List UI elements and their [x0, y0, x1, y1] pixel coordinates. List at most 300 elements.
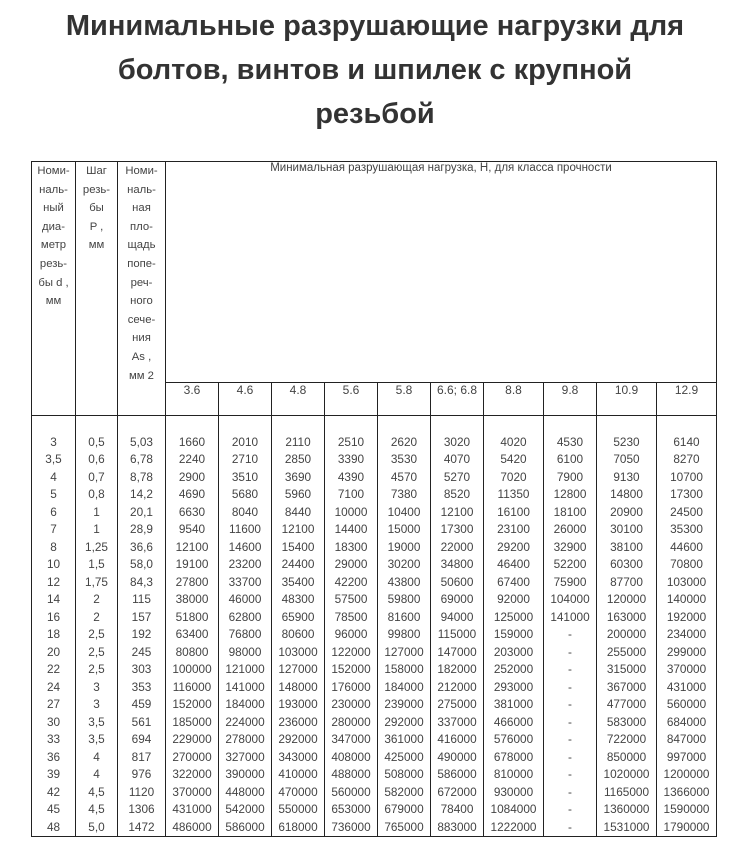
table-cell: 0,7 — [76, 469, 118, 487]
table-cell: 1222000 — [484, 819, 544, 837]
table-cell: 52200 — [544, 556, 597, 574]
table-cell: 694 — [118, 731, 166, 749]
table-cell: 38100 — [597, 539, 657, 557]
table-cell: 192000 — [657, 609, 717, 627]
table-cell: 20900 — [597, 504, 657, 522]
table-cell: - — [544, 679, 597, 697]
table-cell: 46000 — [219, 591, 272, 609]
table-cell: 11350 — [484, 486, 544, 504]
table-cell: 140000 — [657, 591, 717, 609]
table-cell: 4020 — [484, 434, 544, 452]
table-cell: 45 — [32, 801, 76, 819]
table-cell: 100000 — [166, 661, 219, 679]
table-cell: 193000 — [272, 696, 325, 714]
table-cell: 5,0 — [76, 819, 118, 837]
table-cell: 10400 — [378, 504, 431, 522]
table-cell: 46400 — [484, 556, 544, 574]
table-cell: 327000 — [219, 749, 272, 767]
table-cell: 361000 — [378, 731, 431, 749]
table-cell: 163000 — [597, 609, 657, 627]
table-cell: 87700 — [597, 574, 657, 592]
table-cell: 176000 — [325, 679, 378, 697]
table-cell: 42 — [32, 784, 76, 802]
table-cell: 12 — [32, 574, 76, 592]
table-cell: 115 — [118, 591, 166, 609]
table-cell: - — [544, 661, 597, 679]
table-cell: 582000 — [378, 784, 431, 802]
strength-class-header: 5.6 — [325, 383, 378, 416]
table-row — [32, 749, 717, 767]
table-cell: 2850 — [272, 451, 325, 469]
table-cell: 12100 — [431, 504, 484, 522]
table-cell: 586000 — [219, 819, 272, 837]
table-cell: 3530 — [378, 451, 431, 469]
table-cell: 19100 — [166, 556, 219, 574]
table-cell: 14,2 — [118, 486, 166, 504]
table-cell: 69000 — [431, 591, 484, 609]
table-cell: 1200000 — [657, 766, 717, 784]
table-cell: 315000 — [597, 661, 657, 679]
table-cell: 36 — [32, 749, 76, 767]
table-cell: 2240 — [166, 451, 219, 469]
table-cell: 431000 — [166, 801, 219, 819]
table-cell: 425000 — [378, 749, 431, 767]
strength-class-header: 4.6 — [219, 383, 272, 416]
table-cell: 370000 — [166, 784, 219, 802]
table-cell: 2620 — [378, 434, 431, 452]
table-cell: 229000 — [166, 731, 219, 749]
table-cell: 2,5 — [76, 644, 118, 662]
title-line-1: Минимальные разрушающие нагрузки для — [65, 10, 685, 42]
table-row — [32, 451, 717, 469]
table-cell: 127000 — [272, 661, 325, 679]
table-cell: 299000 — [657, 644, 717, 662]
table-cell: 4570 — [378, 469, 431, 487]
table-row — [32, 626, 717, 644]
table-cell: 583000 — [597, 714, 657, 732]
table-cell: 26000 — [544, 521, 597, 539]
table-cell: 488000 — [325, 766, 378, 784]
table-cell: 63400 — [166, 626, 219, 644]
table-cell: 3 — [76, 696, 118, 714]
table-cell: 2510 — [325, 434, 378, 452]
table-row — [32, 714, 717, 732]
table-cell: 576000 — [484, 731, 544, 749]
table-cell: 280000 — [325, 714, 378, 732]
table-cell: 353 — [118, 679, 166, 697]
table-cell: 561 — [118, 714, 166, 732]
table-cell: 2900 — [166, 469, 219, 487]
table-cell: 1,5 — [76, 556, 118, 574]
table-cell: 80800 — [166, 644, 219, 662]
table-row — [32, 434, 717, 452]
table-cell: 684000 — [657, 714, 717, 732]
table-cell: 2110 — [272, 434, 325, 452]
table-cell: 678000 — [484, 749, 544, 767]
table-cell: 115000 — [431, 626, 484, 644]
table-cell: 39 — [32, 766, 76, 784]
table-cell: 44600 — [657, 539, 717, 557]
table-cell: 1084000 — [484, 801, 544, 819]
table-cell: 560000 — [325, 784, 378, 802]
table-cell: 1165000 — [597, 784, 657, 802]
table-cell: 4 — [76, 766, 118, 784]
table-row — [32, 784, 717, 802]
table-cell: 560000 — [657, 696, 717, 714]
table-cell: 618000 — [272, 819, 325, 837]
table-cell: 70800 — [657, 556, 717, 574]
table-cell: - — [544, 801, 597, 819]
table-cell: 7020 — [484, 469, 544, 487]
table-cell: 8,78 — [118, 469, 166, 487]
table-cell: - — [544, 784, 597, 802]
table-cell: - — [544, 749, 597, 767]
table-cell: 5 — [32, 486, 76, 504]
table-cell: 29000 — [325, 556, 378, 574]
table-cell: 0,6 — [76, 451, 118, 469]
table-cell: 236000 — [272, 714, 325, 732]
table-cell: 23200 — [219, 556, 272, 574]
table-cell: 303 — [118, 661, 166, 679]
table-cell: 293000 — [484, 679, 544, 697]
table-cell: 322000 — [166, 766, 219, 784]
table-cell: 27 — [32, 696, 76, 714]
table-cell: 17300 — [431, 521, 484, 539]
table-cell: 4,5 — [76, 801, 118, 819]
table-cell: 182000 — [431, 661, 484, 679]
table-cell: 408000 — [325, 749, 378, 767]
table-cell: 65900 — [272, 609, 325, 627]
table-cell: 4 — [32, 469, 76, 487]
table-cell: 116000 — [166, 679, 219, 697]
table-row — [32, 521, 717, 539]
table-cell: 42200 — [325, 574, 378, 592]
table-cell: 930000 — [484, 784, 544, 802]
table-cell: 22000 — [431, 539, 484, 557]
table-cell: 57500 — [325, 591, 378, 609]
table-cell: 2,5 — [76, 661, 118, 679]
table-cell: 50600 — [431, 574, 484, 592]
table-cell: 410000 — [272, 766, 325, 784]
table-cell: 1,25 — [76, 539, 118, 557]
table-row — [32, 731, 717, 749]
table-cell: 252000 — [484, 661, 544, 679]
table-cell: 185000 — [166, 714, 219, 732]
table-cell: 51800 — [166, 609, 219, 627]
table-cell: 75900 — [544, 574, 597, 592]
table-cell: 7050 — [597, 451, 657, 469]
table-row — [32, 766, 717, 784]
table-cell: 722000 — [597, 731, 657, 749]
table-cell: 679000 — [378, 801, 431, 819]
table-cell: - — [544, 714, 597, 732]
table-cell: 24500 — [657, 504, 717, 522]
table-row — [32, 469, 717, 487]
table-row — [32, 609, 717, 627]
table-cell: 6630 — [166, 504, 219, 522]
table-cell: 1306 — [118, 801, 166, 819]
table-cell: 76800 — [219, 626, 272, 644]
table-cell: 27800 — [166, 574, 219, 592]
table-cell: 67400 — [484, 574, 544, 592]
table-cell: 104000 — [544, 591, 597, 609]
table-cell: 6,78 — [118, 451, 166, 469]
table-cell: 14600 — [219, 539, 272, 557]
table-cell: 184000 — [219, 696, 272, 714]
table-cell: 14 — [32, 591, 76, 609]
table-cell: 12800 — [544, 486, 597, 504]
table-cell: 23100 — [484, 521, 544, 539]
table-cell: 765000 — [378, 819, 431, 837]
table-cell: 30 — [32, 714, 76, 732]
table-cell: 367000 — [597, 679, 657, 697]
table-cell: 275000 — [431, 696, 484, 714]
table-cell: 1531000 — [597, 819, 657, 837]
table-cell: 192 — [118, 626, 166, 644]
strength-class-header: 9.8 — [544, 383, 597, 416]
table-cell: 33700 — [219, 574, 272, 592]
table-cell: 8270 — [657, 451, 717, 469]
strength-class-header: 10.9 — [597, 383, 657, 416]
table-cell: 810000 — [484, 766, 544, 784]
table-cell: 2710 — [219, 451, 272, 469]
table-cell: 8520 — [431, 486, 484, 504]
table-cell: 58,0 — [118, 556, 166, 574]
table-cell: - — [544, 696, 597, 714]
table-cell: 6 — [32, 504, 76, 522]
spacer-row — [32, 416, 717, 434]
table-cell: 12100 — [166, 539, 219, 557]
table-cell: 431000 — [657, 679, 717, 697]
table-row — [32, 591, 717, 609]
table-cell: 5270 — [431, 469, 484, 487]
table-cell: 98000 — [219, 644, 272, 662]
table-cell: 343000 — [272, 749, 325, 767]
table-cell: 470000 — [272, 784, 325, 802]
table-cell: 78500 — [325, 609, 378, 627]
table-cell: 15000 — [378, 521, 431, 539]
strength-class-header: 12.9 — [657, 383, 717, 416]
table-cell: 24400 — [272, 556, 325, 574]
header-area: Номи- наль- ная пло- щадь попе- реч- ного сече- ния As , мм 2 — [118, 162, 166, 416]
table-cell: 141000 — [544, 609, 597, 627]
table-cell: 292000 — [378, 714, 431, 732]
table-cell: 817 — [118, 749, 166, 767]
table-cell: 120000 — [597, 591, 657, 609]
table-cell: 381000 — [484, 696, 544, 714]
table-cell: 448000 — [219, 784, 272, 802]
table-cell: 2,5 — [76, 626, 118, 644]
table-cell: 141000 — [219, 679, 272, 697]
table-cell: 234000 — [657, 626, 717, 644]
table-row — [32, 486, 717, 504]
table-cell: 14400 — [325, 521, 378, 539]
table-cell: 32900 — [544, 539, 597, 557]
table-cell: - — [544, 766, 597, 784]
table-cell: 337000 — [431, 714, 484, 732]
table-cell: 224000 — [219, 714, 272, 732]
table-cell: 18 — [32, 626, 76, 644]
table-cell: 416000 — [431, 731, 484, 749]
table-cell: 22 — [32, 661, 76, 679]
table-cell: 7100 — [325, 486, 378, 504]
table-cell: 6100 — [544, 451, 597, 469]
strength-class-header: 5.8 — [378, 383, 431, 416]
table-cell: 122000 — [325, 644, 378, 662]
table-cell: 1366000 — [657, 784, 717, 802]
table-cell: 147000 — [431, 644, 484, 662]
table-cell: 19000 — [378, 539, 431, 557]
table-cell: 7380 — [378, 486, 431, 504]
table-cell: 278000 — [219, 731, 272, 749]
table-cell: 1360000 — [597, 801, 657, 819]
table-cell: 184000 — [378, 679, 431, 697]
table-cell: 43800 — [378, 574, 431, 592]
table-cell: 212000 — [431, 679, 484, 697]
table-cell: - — [544, 819, 597, 837]
table-cell: 99800 — [378, 626, 431, 644]
table-row — [32, 661, 717, 679]
table-cell: 508000 — [378, 766, 431, 784]
table-cell: 33 — [32, 731, 76, 749]
table-cell: 230000 — [325, 696, 378, 714]
table-cell: 9130 — [597, 469, 657, 487]
table-cell: 1020000 — [597, 766, 657, 784]
table-cell: 48300 — [272, 591, 325, 609]
table-cell: 20 — [32, 644, 76, 662]
table-cell: 125000 — [484, 609, 544, 627]
table-cell: - — [544, 644, 597, 662]
table-cell: 94000 — [431, 609, 484, 627]
table-cell: 80600 — [272, 626, 325, 644]
table-cell: 200000 — [597, 626, 657, 644]
table-cell: 653000 — [325, 801, 378, 819]
table-cell: 18100 — [544, 504, 597, 522]
table-cell: 0,8 — [76, 486, 118, 504]
table-cell: 103000 — [272, 644, 325, 662]
table-cell: 81600 — [378, 609, 431, 627]
table-cell: 255000 — [597, 644, 657, 662]
table-cell: 96000 — [325, 626, 378, 644]
table-row — [32, 539, 717, 557]
table-row — [32, 819, 717, 837]
table-cell: 542000 — [219, 801, 272, 819]
table-cell: 486000 — [166, 819, 219, 837]
table-cell: 10000 — [325, 504, 378, 522]
table-cell: 34800 — [431, 556, 484, 574]
strength-class-header: 3.6 — [166, 383, 219, 416]
table-cell: - — [544, 626, 597, 644]
header-load-span: Минимальная разрушающая нагрузка, Н, для класса прочности — [166, 162, 717, 383]
table-cell: 390000 — [219, 766, 272, 784]
table-cell: 1 — [76, 504, 118, 522]
table-cell: 1660 — [166, 434, 219, 452]
table-cell: 9540 — [166, 521, 219, 539]
table-cell: 239000 — [378, 696, 431, 714]
table-cell: 1472 — [118, 819, 166, 837]
table-cell: 18300 — [325, 539, 378, 557]
table-cell: 3,5 — [32, 451, 76, 469]
title-line-3: резьбой — [315, 98, 435, 130]
table-cell: 4690 — [166, 486, 219, 504]
table-cell: 4070 — [431, 451, 484, 469]
table-cell: 92000 — [484, 591, 544, 609]
table-cell: 2 — [76, 609, 118, 627]
table-cell: 4390 — [325, 469, 378, 487]
table-cell: 5960 — [272, 486, 325, 504]
table-cell: 8 — [32, 539, 76, 557]
table-cell: 103000 — [657, 574, 717, 592]
table-cell: 3510 — [219, 469, 272, 487]
table-cell: 370000 — [657, 661, 717, 679]
table-cell: 148000 — [272, 679, 325, 697]
table-cell: 15400 — [272, 539, 325, 557]
table-cell: 38000 — [166, 591, 219, 609]
table-cell: 5680 — [219, 486, 272, 504]
strength-class-header: 8.8 — [484, 383, 544, 416]
table-cell: 850000 — [597, 749, 657, 767]
table-cell: 48 — [32, 819, 76, 837]
table-cell: 159000 — [484, 626, 544, 644]
table-cell: 62800 — [219, 609, 272, 627]
page-title — [0, 4, 750, 136]
table-cell: 60300 — [597, 556, 657, 574]
table-cell: 3390 — [325, 451, 378, 469]
table-cell: 4530 — [544, 434, 597, 452]
table-cell: 35300 — [657, 521, 717, 539]
table-cell: 59800 — [378, 591, 431, 609]
table-cell: 28,9 — [118, 521, 166, 539]
table-cell: 459 — [118, 696, 166, 714]
table-cell: 6140 — [657, 434, 717, 452]
table-cell: 16 — [32, 609, 76, 627]
table-cell: 976 — [118, 766, 166, 784]
table-cell: 127000 — [378, 644, 431, 662]
table-cell: 0,5 — [76, 434, 118, 452]
table-cell: 20,1 — [118, 504, 166, 522]
table-cell: 8040 — [219, 504, 272, 522]
title-line-2: болтов, винтов и шпилек с крупной — [117, 54, 633, 86]
table-cell: 17300 — [657, 486, 717, 504]
table-row — [32, 556, 717, 574]
table-cell: 245 — [118, 644, 166, 662]
table-cell: 10 — [32, 556, 76, 574]
table-row — [32, 574, 717, 592]
table-cell: 672000 — [431, 784, 484, 802]
table-cell: 5230 — [597, 434, 657, 452]
table-cell: 203000 — [484, 644, 544, 662]
table-cell: 152000 — [166, 696, 219, 714]
table-cell: 30100 — [597, 521, 657, 539]
table-row — [32, 801, 717, 819]
table-cell: 736000 — [325, 819, 378, 837]
table-cell: 11600 — [219, 521, 272, 539]
table-cell: 78400 — [431, 801, 484, 819]
table-cell: 30200 — [378, 556, 431, 574]
table-cell: 10700 — [657, 469, 717, 487]
table-row — [32, 696, 717, 714]
table-cell: 84,3 — [118, 574, 166, 592]
table-row — [32, 679, 717, 697]
table-cell: 1590000 — [657, 801, 717, 819]
table-cell: 4 — [76, 749, 118, 767]
table-cell: 1790000 — [657, 819, 717, 837]
table-cell: 586000 — [431, 766, 484, 784]
table-cell: 292000 — [272, 731, 325, 749]
table-cell: 3 — [32, 434, 76, 452]
table-cell: 3,5 — [76, 714, 118, 732]
table-cell: 1,75 — [76, 574, 118, 592]
